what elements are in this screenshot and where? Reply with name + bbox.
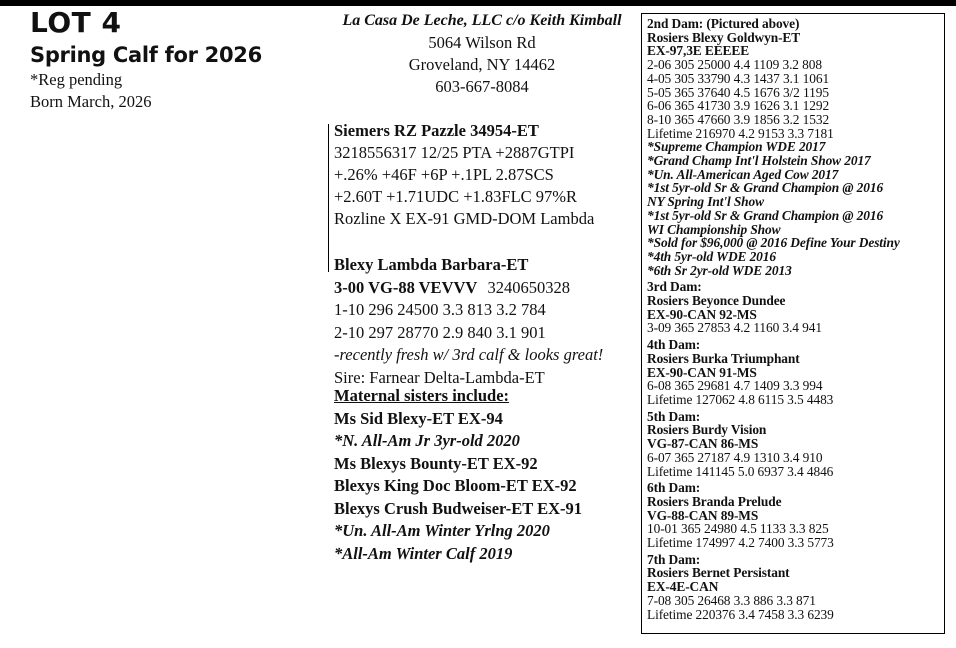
sire-name: Siemers RZ Pazzle 34954-ET (334, 121, 539, 140)
second-dam-honor: *Supreme Champion WDE 2017 (647, 139, 826, 155)
sire-proof-line: +2.60T +1.71UDC +1.83FLC 97%R (334, 187, 578, 206)
second-dam-record: 6-06 365 41730 3.9 1626 3.1 1292 (647, 98, 830, 114)
third-dam-classification: EX-90-CAN 92-MS (647, 306, 757, 322)
second-dam-honor: *Sold for $96,000 @ 2016 Define Your Destiny (647, 235, 900, 251)
fifth-dam-section (647, 410, 940, 479)
sister-honor: *All-Am Winter Calf 2019 (334, 543, 513, 563)
consignor-address-line1: 5064 Wilson Rd (428, 33, 536, 52)
third-dam-section (647, 280, 940, 335)
seventh-dam-heading: 7th Dam: (647, 551, 701, 567)
fourth-dam-record: 6-08 365 29681 4.7 1409 3.3 994 (647, 378, 823, 394)
dam-name: Blexy Lambda Barbara-ET (334, 255, 529, 274)
second-dam-honor: *Grand Champ Int'l Holstein Show 2017 (647, 153, 871, 169)
second-dam-honor: *1st 5yr-old Sr & Grand Champion @ 2016 (647, 180, 884, 196)
sixth-dam-record: 10-01 365 24980 4.5 1133 3.3 825 (647, 521, 829, 537)
second-dam-classification: EX-97,3E EEEEE (647, 43, 750, 59)
consignor-address-line2: Groveland, NY 14462 (408, 55, 556, 74)
sister-honor: *Un. All-Am Winter Yrlng 2020 (334, 521, 550, 540)
fourth-dam-heading: 4th Dam: (647, 337, 701, 353)
second-dam-record: 2-06 305 25000 4.4 1109 3.2 808 (647, 57, 822, 73)
consignor-phone: 603-667-8084 (435, 77, 529, 96)
fifth-dam-record: 6-07 365 27187 4.9 1310 3.4 910 (647, 449, 823, 465)
second-dam-honor: *6th Sr 2yr-old WDE 2013 (647, 262, 792, 278)
third-dam-name: Rosiers Beyonce Dundee (647, 293, 786, 309)
sixth-dam-name: Rosiers Branda Prelude (647, 493, 782, 509)
sixth-dam-heading: 6th Dam: (647, 480, 701, 496)
consignor-name: La Casa De Leche, LLC c/o Keith Kimball (342, 12, 622, 29)
dam-block (334, 254, 634, 389)
fourth-dam-lifetime: Lifetime 127062 4.8 6115 3.5 4483 (647, 391, 834, 407)
fourth-dam-classification: EX-90-CAN 91-MS (647, 364, 757, 380)
second-dam-section (647, 17, 940, 277)
sixth-dam-lifetime: Lifetime 174997 4.2 7400 3.3 5773 (647, 535, 834, 551)
dam-record: 1-10 296 24500 3.3 813 3.2 784 (334, 300, 546, 319)
seventh-dam-section (647, 553, 940, 622)
pedigree-box (641, 13, 945, 634)
second-dam-honor: *Un. All-American Aged Cow 2017 (647, 166, 839, 182)
sixth-dam-classification: VG-88-CAN 89-MS (647, 507, 759, 523)
dam-reg-number: 3240650328 (487, 277, 570, 297)
maternal-sisters-block (334, 385, 634, 565)
sister-honor: *N. All-Am Jr 3yr-old 2020 (334, 431, 520, 450)
fifth-dam-classification: VG-87-CAN 86-MS (647, 436, 759, 452)
top-rule (0, 0, 956, 6)
sire-block (334, 120, 634, 230)
fourth-dam-name: Rosiers Burka Triumphant (647, 350, 800, 366)
fifth-dam-name: Rosiers Burdy Vision (647, 422, 767, 438)
second-dam-honor: WI Championship Show (647, 221, 781, 237)
dam-note: -recently fresh w/ 3rd calf & looks great! (334, 345, 604, 364)
second-dam-name: Rosiers Blexy Goldwyn-ET (647, 29, 801, 45)
seventh-dam-classification: EX-4E-CAN (647, 579, 719, 595)
seventh-dam-name: Rosiers Bernet Persistant (647, 565, 790, 581)
second-dam-record: 8-10 365 47660 3.9 1856 3.2 1532 (647, 111, 830, 127)
fifth-dam-lifetime: Lifetime 141145 5.0 6937 3.4 4846 (647, 463, 834, 479)
dam-sire: Sire: Farnear Delta-Lambda-ET (334, 367, 545, 387)
second-dam-honor: NY Spring Int'l Show (647, 194, 764, 210)
consignor-block (334, 10, 630, 98)
second-dam-record: 5-05 365 37640 4.5 1676 3/2 1195 (647, 84, 829, 100)
fourth-dam-section (647, 338, 940, 407)
second-dam-heading: 2nd Dam: (Pictured above) (647, 16, 800, 31)
sister-name: Blexys King Doc Bloom-ET EX-92 (334, 476, 577, 495)
second-dam-honor: *1st 5yr-old Sr & Grand Champion @ 2016 (647, 207, 884, 223)
second-dam-lifetime: Lifetime 216970 4.2 9153 3.3 7181 (647, 125, 834, 141)
second-dam-honor: *4th 5yr-old WDE 2016 (647, 248, 776, 264)
lot-title: LOT 4 (30, 6, 122, 39)
lot-subtitle: Spring Calf for 2026 (30, 43, 262, 67)
seventh-dam-record: 7-08 305 26468 3.3 886 3.3 871 (647, 592, 816, 608)
sire-proof-line: +.26% +46F +6P +.1PL 2.87SCS (334, 165, 554, 184)
seventh-dam-lifetime: Lifetime 220376 3.4 7458 3.3 6239 (647, 606, 834, 622)
second-dam-record: 4-05 305 33790 4.3 1437 3.1 1061 (647, 70, 830, 86)
sire-proof-line: 3218556317 12/25 PTA +2887GTPI (334, 143, 575, 162)
fifth-dam-heading: 5th Dam: (647, 408, 701, 424)
birth-date: Born March, 2026 (30, 92, 152, 111)
third-dam-heading: 3rd Dam: (647, 279, 702, 295)
dam-record: 2-10 297 28770 2.9 840 3.1 901 (334, 322, 546, 342)
third-dam-record: 3-09 365 27853 4.2 1160 3.4 941 (647, 320, 822, 336)
maternal-sisters-heading: Maternal sisters include: (334, 386, 510, 405)
sister-name: Blexys Crush Budweiser-ET EX-91 (334, 498, 582, 518)
sixth-dam-section (647, 481, 940, 550)
registration-note: *Reg pending (30, 70, 123, 89)
sister-name: Ms Sid Blexy-ET EX-94 (334, 408, 503, 428)
sire-pedigree-line: Rozline X EX-91 GMD-DOM Lambda (334, 209, 595, 228)
dam-classification: 3-00 VG-88 VEVVV (334, 277, 478, 297)
sister-name: Ms Blexys Bounty-ET EX-92 (334, 453, 538, 473)
dam-classification-line (334, 277, 634, 300)
sire-divider (328, 124, 329, 272)
